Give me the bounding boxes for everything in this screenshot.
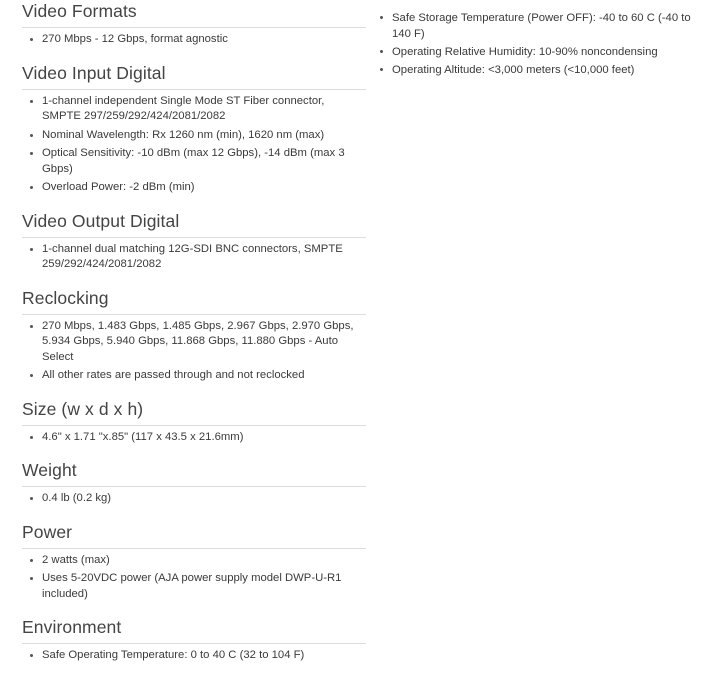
list-item: 270 Mbps - 12 Gbps, format agnostic	[22, 32, 366, 48]
list-item: Operating Relative Humidity: 10-90% noncondensing	[372, 44, 702, 60]
section-title: Video Formats	[22, 0, 366, 28]
section-bullet-list	[22, 430, 366, 446]
section-bullet-list	[22, 32, 366, 48]
section-bullet-list	[22, 94, 366, 196]
section-bullet-list	[372, 10, 702, 78]
list-item: Safe Storage Temperature (Power OFF): -40 to 60 C (-40 to 140 F)	[372, 10, 702, 42]
section-bullet-list	[22, 319, 366, 384]
list-item: Operating Altitude: <3,000 meters (<10,000 feet)	[372, 62, 702, 78]
list-item: 270 Mbps, 1.483 Gbps, 1.485 Gbps, 2.967 Gbps, 2.970 Gbps, 5.934 Gbps, 5.940 Gbps, 11.868 Gbps, 11.880 Gbps - Auto Select	[22, 319, 366, 366]
section-title: Weight	[22, 459, 366, 487]
list-item: Safe Operating Temperature: 0 to 40 C (32 to 104 F)	[22, 648, 366, 664]
section-video-formats	[22, 0, 366, 48]
list-item: 0.4 lb (0.2 kg)	[22, 491, 366, 507]
section-bullet-list	[22, 491, 366, 507]
list-item: 4.6" x 1.71 "x.85" (117 x 43.5 x 21.6mm)	[22, 430, 366, 446]
section-video-input-digital	[22, 62, 366, 196]
section-title: Size (w x d x h)	[22, 398, 366, 426]
list-item: Uses 5-20VDC power (AJA power supply model DWP-U-R1 included)	[22, 571, 366, 602]
list-item: Nominal Wavelength: Rx 1260 nm (min), 1620 nm (max)	[22, 128, 366, 144]
section-bullet-list	[22, 648, 366, 664]
section-size	[22, 398, 366, 446]
section-title: Video Input Digital	[22, 62, 366, 90]
section-title: Environment	[22, 616, 366, 644]
section-power	[22, 521, 366, 603]
list-item: All other rates are passed through and not reclocked	[22, 368, 366, 384]
section-video-output-digital	[22, 210, 366, 273]
section-title: Video Output Digital	[22, 210, 366, 238]
list-item: 2 watts (max)	[22, 553, 366, 569]
list-item: Overload Power: -2 dBm (min)	[22, 180, 366, 196]
left-column	[22, 0, 366, 678]
section-reclocking	[22, 287, 366, 384]
section-environment-continued	[372, 10, 702, 78]
right-column	[372, 0, 702, 92]
list-item: 1-channel dual matching 12G-SDI BNC connectors, SMPTE 259/292/424/2081/2082	[22, 242, 366, 273]
section-bullet-list	[22, 553, 366, 603]
list-item: 1-channel independent Single Mode ST Fiber connector, SMPTE 297/259/292/424/2081/2082	[22, 94, 366, 125]
section-environment	[22, 616, 366, 664]
list-item: Optical Sensitivity: -10 dBm (max 12 Gbps), -14 dBm (max 3 Gbps)	[22, 146, 366, 177]
section-title: Power	[22, 521, 366, 549]
section-title: Reclocking	[22, 287, 366, 315]
section-weight	[22, 459, 366, 507]
section-bullet-list	[22, 242, 366, 273]
